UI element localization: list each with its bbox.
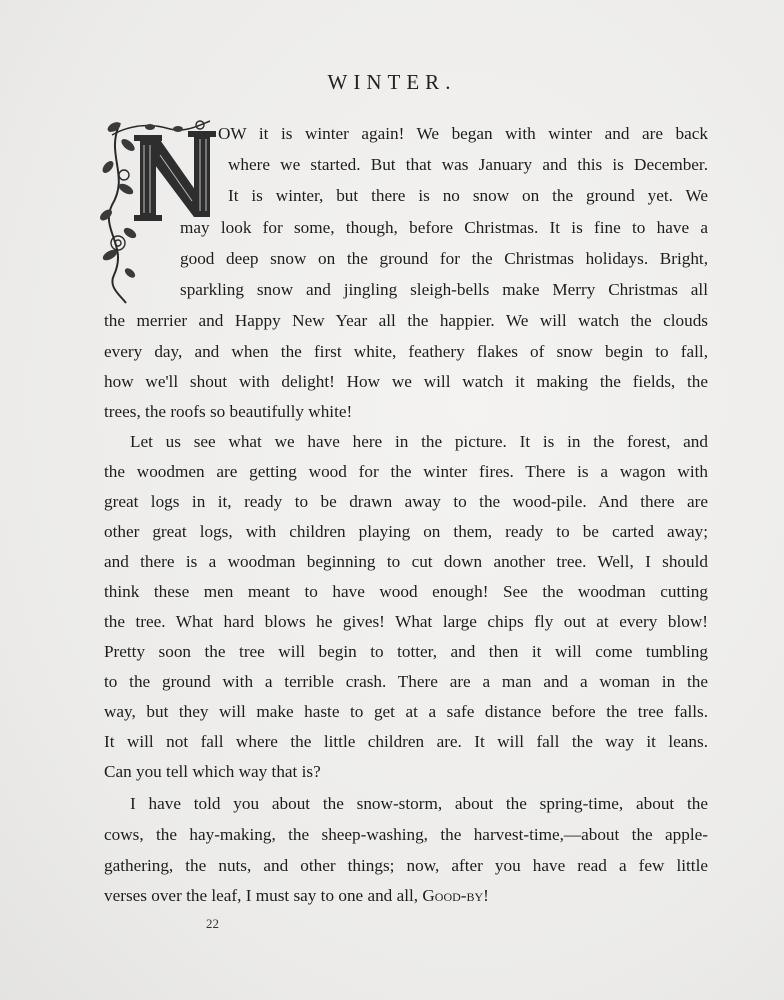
text-line-final — [104, 886, 489, 906]
text-line: the tree. What hard blows he gives! What large chips fly out at every blow! — [104, 612, 708, 631]
text-line: gathering, the nuts, and other things; now, after you have read a few little — [104, 856, 708, 875]
text-line: how we'll shout with delight! How we will watch it making the fields, the — [104, 372, 708, 391]
text-line: cows, the hay-making, the sheep-washing, the harvest-time,—about the apple- — [104, 825, 708, 844]
text-line: every day, and when the first white, feathery flakes of snow begin to fall, — [104, 342, 708, 361]
decorated-initial-n — [100, 115, 218, 305]
text-line: Can you tell which way that is? — [104, 762, 321, 781]
closing-good-by: Good-by! — [422, 886, 489, 905]
text-line: way, but they will make haste to get at a safe distance before the tree falls. — [104, 702, 708, 721]
text-line: trees, the roofs so beautifully white! — [104, 402, 353, 421]
text-line: I have told you about the snow-storm, about the spring-time, about the — [130, 794, 708, 813]
text-line: Let us see what we have here in the picture. It is in the forest, and — [130, 432, 708, 451]
page-number: 22 — [206, 916, 219, 931]
text-line: good deep snow on the ground for the Christmas holidays. Bright, — [180, 249, 708, 268]
text-line: the merrier and Happy New Year all the happier. We will watch the clouds — [104, 311, 708, 330]
text-line: OW it is winter again! We began with winter and are back — [218, 124, 708, 143]
text-line: think these men meant to have wood enough! See the woodman cutting — [104, 582, 708, 601]
text-line: the woodmen are getting wood for the winter fires. There is a wagon with — [104, 462, 708, 481]
text-segment: verses over the leaf, I must say to one and all, — [104, 886, 419, 905]
text-line: It is winter, but there is no snow on the ground yet. We — [228, 186, 708, 205]
text-line: great logs in it, ready to be drawn away to the wood-pile. And there are — [104, 492, 708, 511]
floral-initial-ornament-icon — [100, 115, 218, 305]
page-title: WINTER. — [327, 70, 457, 94]
text-line: other great logs, with children playing on them, ready to be carted away; — [104, 522, 708, 541]
text-line: may look for some, though, before Christmas. It is fine to have a — [180, 218, 708, 237]
text-line: It will not fall where the little children are. It will fall the way it leans. — [104, 732, 708, 751]
text-line: to the ground with a terrible crash. There are a man and a woman in the — [104, 672, 708, 691]
text-line: sparkling snow and jingling sleigh-bells make Merry Christmas all — [180, 280, 708, 299]
text-line: where we started. But that was January and this is December. — [228, 155, 708, 174]
text-line: and there is a woodman beginning to cut down another tree. Well, I should — [104, 552, 708, 571]
text-line: Pretty soon the tree will begin to totter, and then it will come tumbling — [104, 642, 708, 661]
